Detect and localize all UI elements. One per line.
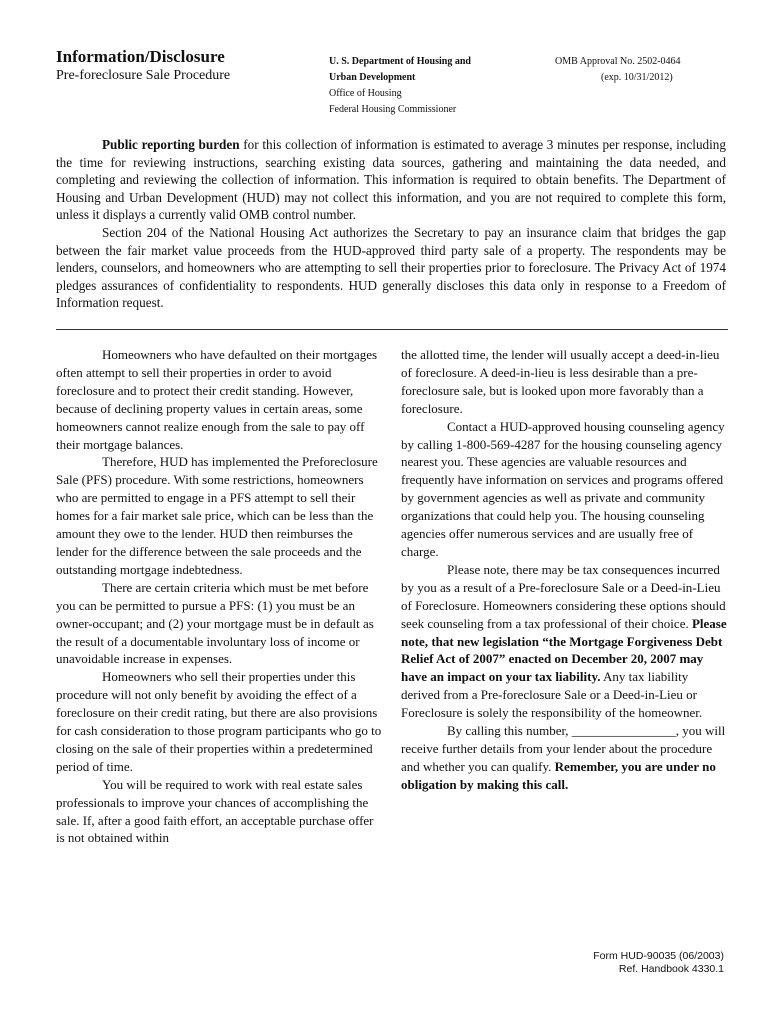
burden-paragraph-2: Section 204 of the National Housing Act authorizes the Secretary to pay an insurance claim that bridges the gap between the fair market value proceeds from the HUD-approved third party sale of a property. The respondents may be lenders, counselors, and homeowners who are attempting to sell their properties prior to foreclosure. The Privacy Act of 1974 pledges assurances of confidentiality to respondents. HUD generally discloses this data only in response to a Freedom of Information request. bbox=[56, 224, 726, 311]
left-paragraph-4: Homeowners who sell their properties under this procedure will not only benefit by avoiding the effect of a foreclosure on their credit rating, but there are also provisions for cash consideration to those program participants who go to closing on the sale of their properties within a predetermined period of time. bbox=[56, 669, 382, 774]
agency-line-2: Urban Development bbox=[329, 72, 416, 83]
burden-paragraph-1 bbox=[56, 136, 726, 224]
handbook-reference: Ref. Handbook 4330.1 bbox=[618, 963, 724, 975]
left-paragraph-1: Homeowners who have defaulted on their mortgages often attempt to sell their properties in order to avoid foreclosure and to protect their credit standing. However, because of declining property values in certain areas, some homeowners cannot realize enough from the sale to pay off their mortgage balances. bbox=[56, 347, 378, 452]
right-paragraph-4 bbox=[401, 722, 727, 794]
burden-lead: Public reporting burden bbox=[102, 137, 240, 152]
body-column-right bbox=[401, 346, 727, 794]
burden-p1-text: for this collection of information is estimated to average 3 minutes per response, including the time for reviewing instructions, searching existing data sources, gathering and maintaining the data needed, and completing and reviewing the collection of information. This information is required to obtain benefits. The Department of Housing and Urban Development (HUD) may not collect this information, and you are not required to complete this form, unless it displays a currently valid OMB control number. bbox=[56, 137, 726, 223]
burden-statement bbox=[56, 136, 726, 312]
right-paragraph-2: Contact a HUD-approved housing counseling agency by calling 1-800-569-4287 for the housing counseling agency nearest you. These agencies are valuable resources and frequently have information on services and programs offered by government agencies as well as private and community organizations that could help you. The housing counseling agencies offer numerous services and are usually free of charge. bbox=[401, 418, 725, 559]
agency-line-1: U. S. Department of Housing and bbox=[329, 56, 471, 67]
section-divider bbox=[56, 329, 728, 330]
omb-expiration: (exp. 10/31/2012) bbox=[601, 72, 673, 83]
form-footer bbox=[593, 950, 724, 976]
body-column-left bbox=[56, 346, 382, 847]
left-paragraph-5: You will be required to work with real estate sales professionals to improve your chances of accomplishing the sale. If, after a good faith effort, an acceptable purchase offer is not obtained within bbox=[56, 776, 374, 846]
agency-line-4: Federal Housing Commissioner bbox=[329, 104, 457, 115]
left-paragraph-3: There are certain criteria which must be met before you can be permitted to pursue a PFS: (1) you must be an owner-occupant; and (2) your mortgage must be in default as the result of a documentable involuntary loss of income or unavoidable increase in expenses. bbox=[56, 579, 374, 667]
agency-block bbox=[329, 54, 471, 118]
right-paragraph-1: the allotted time, the lender will usually accept a deed-in-lieu of foreclosure. A deed-in-lieu is less desirable than a pre-foreclosure sale, but is looked upon more favorably than a foreclosure. bbox=[401, 347, 720, 416]
left-paragraph-2: Therefore, HUD has implemented the Preforeclosure Sale (PFS) procedure. With some restrictions, homeowners who are permitted to engage in a PFS attempt to sell their homes for a fair market sale price, which can be less than the amount they owe to the lender. HUD then reimburses the lender for the difference between the sale proceeds and the outstanding mortgage indebtedness. bbox=[56, 454, 378, 577]
tax-liability-text: Any tax liability derived from a Pre-foreclosure Sale or a Deed-in-Lieu or Foreclosure is solely the responsibility of the homeowner. bbox=[401, 669, 703, 721]
form-title: Information/Disclosure bbox=[56, 47, 225, 66]
right-paragraph-3 bbox=[401, 561, 727, 722]
omb-approval-number: OMB Approval No. 2502-0464 bbox=[555, 56, 681, 67]
tax-note-text: Please note, there may be tax consequences incurred by you as a result of a Pre-foreclosure Sale or a Deed-in-Lieu of Foreclosure. Homeowners considering these options should seek counseling from a tax professional of their choice. bbox=[401, 561, 726, 631]
tax-legislation-note: Please note, that new legislation “the Mortgage Forgiveness Debt Relief Act of 2007” enacted on December 20, 2007 may have an impact on your tax liability. bbox=[401, 615, 727, 685]
no-obligation-note: Remember, you are under no obligation by making this call. bbox=[401, 758, 716, 792]
calling-number-text: By calling this number, ________________, you will receive further details from your lender about the procedure and whether you can qualify. bbox=[401, 723, 726, 774]
agency-line-3: Office of Housing bbox=[329, 88, 402, 99]
form-number: Form HUD-90035 (06/2003) bbox=[593, 950, 724, 962]
form-subtitle: Pre-foreclosure Sale Procedure bbox=[56, 68, 231, 83]
omb-block bbox=[555, 54, 681, 86]
